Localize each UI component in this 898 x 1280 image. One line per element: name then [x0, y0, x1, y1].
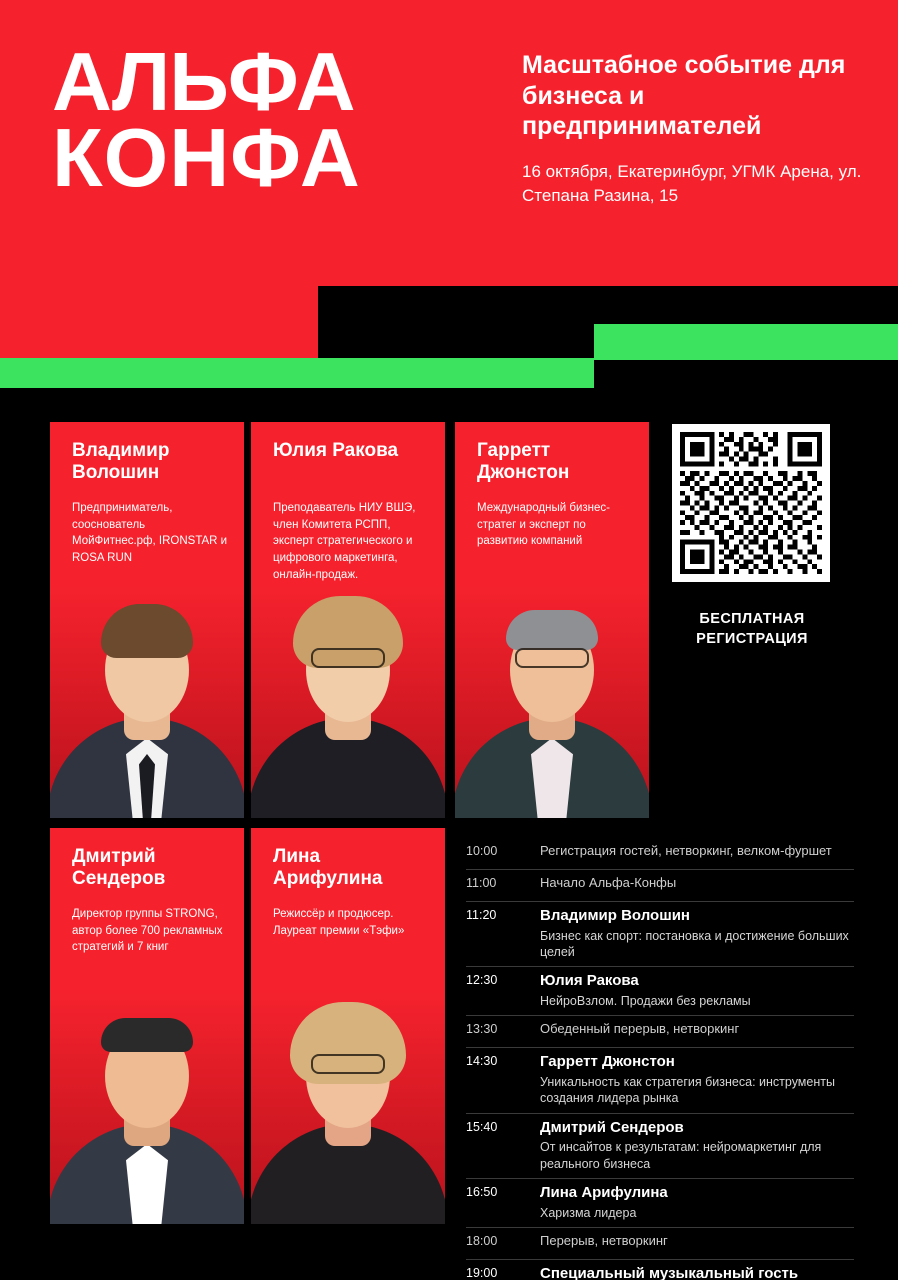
schedule-title: Обеденный перерыв, нетворкинг: [540, 1021, 740, 1037]
speaker-photo: [251, 586, 445, 818]
schedule-time: 13:30: [466, 1022, 498, 1037]
schedule-time: 14:30: [466, 1054, 498, 1069]
schedule-description: НейроВзлом. Продажи без рекламы: [540, 994, 751, 1008]
schedule-time: 12:30: [466, 973, 498, 988]
speaker-name: Гарретт Джонстон: [477, 440, 570, 484]
event-venue: 16 октября, Екатеринбург, УГМК Арена, ул. Степана Разина, 15: [522, 161, 862, 206]
schedule-time: 15:40: [466, 1119, 498, 1134]
speaker-card: [455, 422, 649, 818]
speaker-card: [50, 422, 244, 818]
schedule-list: [466, 838, 854, 1280]
decor-stripe-black-2: [594, 286, 898, 324]
schedule-row: [466, 870, 854, 902]
speaker-photo: [50, 586, 244, 818]
schedule-time: 10:00: [466, 844, 498, 858]
speaker-card: [251, 828, 445, 1224]
schedule-time: 16:50: [466, 1184, 498, 1199]
speaker-card: [251, 422, 445, 818]
speaker-photo: [50, 992, 244, 1224]
decor-stripe-black-3: [594, 360, 898, 388]
schedule-row: [466, 967, 854, 1016]
decor-stripe-black-1: [318, 286, 594, 358]
speaker-bio: Директор группы STRONG, автор более 700 рекламных стратегий и 7 книг: [72, 908, 223, 954]
decor-stripe-red: [0, 286, 318, 358]
speaker-photo: [251, 992, 445, 1224]
header-text-block: [522, 50, 872, 209]
speaker-card: [50, 828, 244, 1224]
schedule-row: [466, 902, 854, 967]
schedule-description: От инсайтов к результатам: нейромаркетинг для реального бизнеса: [540, 1140, 822, 1171]
qr-caption: БЕСПЛАТНАЯ РЕГИСТРАЦИЯ: [696, 611, 808, 647]
schedule-title: Перерыв, нетворкинг: [540, 1232, 668, 1248]
schedule-time: 19:00: [466, 1265, 498, 1280]
schedule-title: Специальный музыкальный гость: [540, 1264, 799, 1280]
speaker-name: Лина Арифулина: [273, 846, 383, 890]
qr-code-icon[interactable]: [672, 424, 830, 582]
speaker-name: Владимир Волошин: [72, 440, 170, 484]
event-tagline: Масштабное событие для бизнеса и предпринимателей: [522, 51, 846, 140]
schedule-title: Гарретт Джонстон: [540, 1053, 675, 1071]
speaker-bio: Преподаватель НИУ ВШЭ, член Комитета РСПП, эксперт стратегического и цифрового маркетинга, онлайн-продаж.: [273, 502, 416, 581]
schedule-row: [466, 1260, 854, 1280]
schedule-row: [466, 1228, 854, 1260]
decor-stripe-green-2: [0, 358, 594, 388]
speaker-name: Дмитрий Сендеров: [72, 846, 166, 890]
speaker-bio: Режиссёр и продюсер. Лауреат премии «Тэфи»: [273, 908, 405, 937]
brand-logo-line2: КОНФА: [52, 111, 361, 205]
schedule-title: Начало Альфа-Конфы: [540, 875, 677, 890]
schedule-title: Владимир Волошин: [540, 907, 690, 924]
schedule-row: [466, 1114, 854, 1179]
schedule-row: [466, 838, 854, 870]
schedule-row: [466, 1179, 854, 1228]
schedule-title: Лина Арифулина: [540, 1183, 668, 1201]
brand-logo: [52, 35, 361, 205]
schedule-description: Бизнес как спорт: постановка и достижение больших целей: [540, 928, 849, 959]
schedule-time: 11:00: [466, 876, 497, 890]
schedule-time: 11:20: [466, 908, 497, 922]
speaker-name: Юлия Ракова: [273, 440, 399, 461]
decor-stripe-green-1: [594, 324, 898, 360]
brand-logo-line1: АЛЬФА: [52, 35, 355, 128]
schedule-title: Дмитрий Сендеров: [540, 1118, 684, 1136]
registration-qr-block: [672, 424, 832, 649]
poster-header: [0, 0, 898, 286]
speaker-photo: [455, 586, 649, 818]
schedule-row: [466, 1048, 854, 1113]
schedule-title: Юлия Ракова: [540, 972, 639, 990]
speaker-bio: Предприниматель, сооснователь МойФитнес.рф, IRONSTAR и ROSA RUN: [72, 502, 228, 565]
schedule-row: [466, 1016, 854, 1048]
schedule-description: Харизма лидера: [540, 1205, 637, 1220]
schedule-description: Уникальность как стратегия бизнеса: инструменты создания лидера рынка: [540, 1075, 835, 1106]
schedule-title: Регистрация гостей, нетворкинг, велком-фуршет: [540, 843, 832, 858]
schedule-time: 18:00: [466, 1233, 498, 1248]
speaker-bio: Международный бизнес-стратег и эксперт по развитию компаний: [477, 502, 610, 548]
